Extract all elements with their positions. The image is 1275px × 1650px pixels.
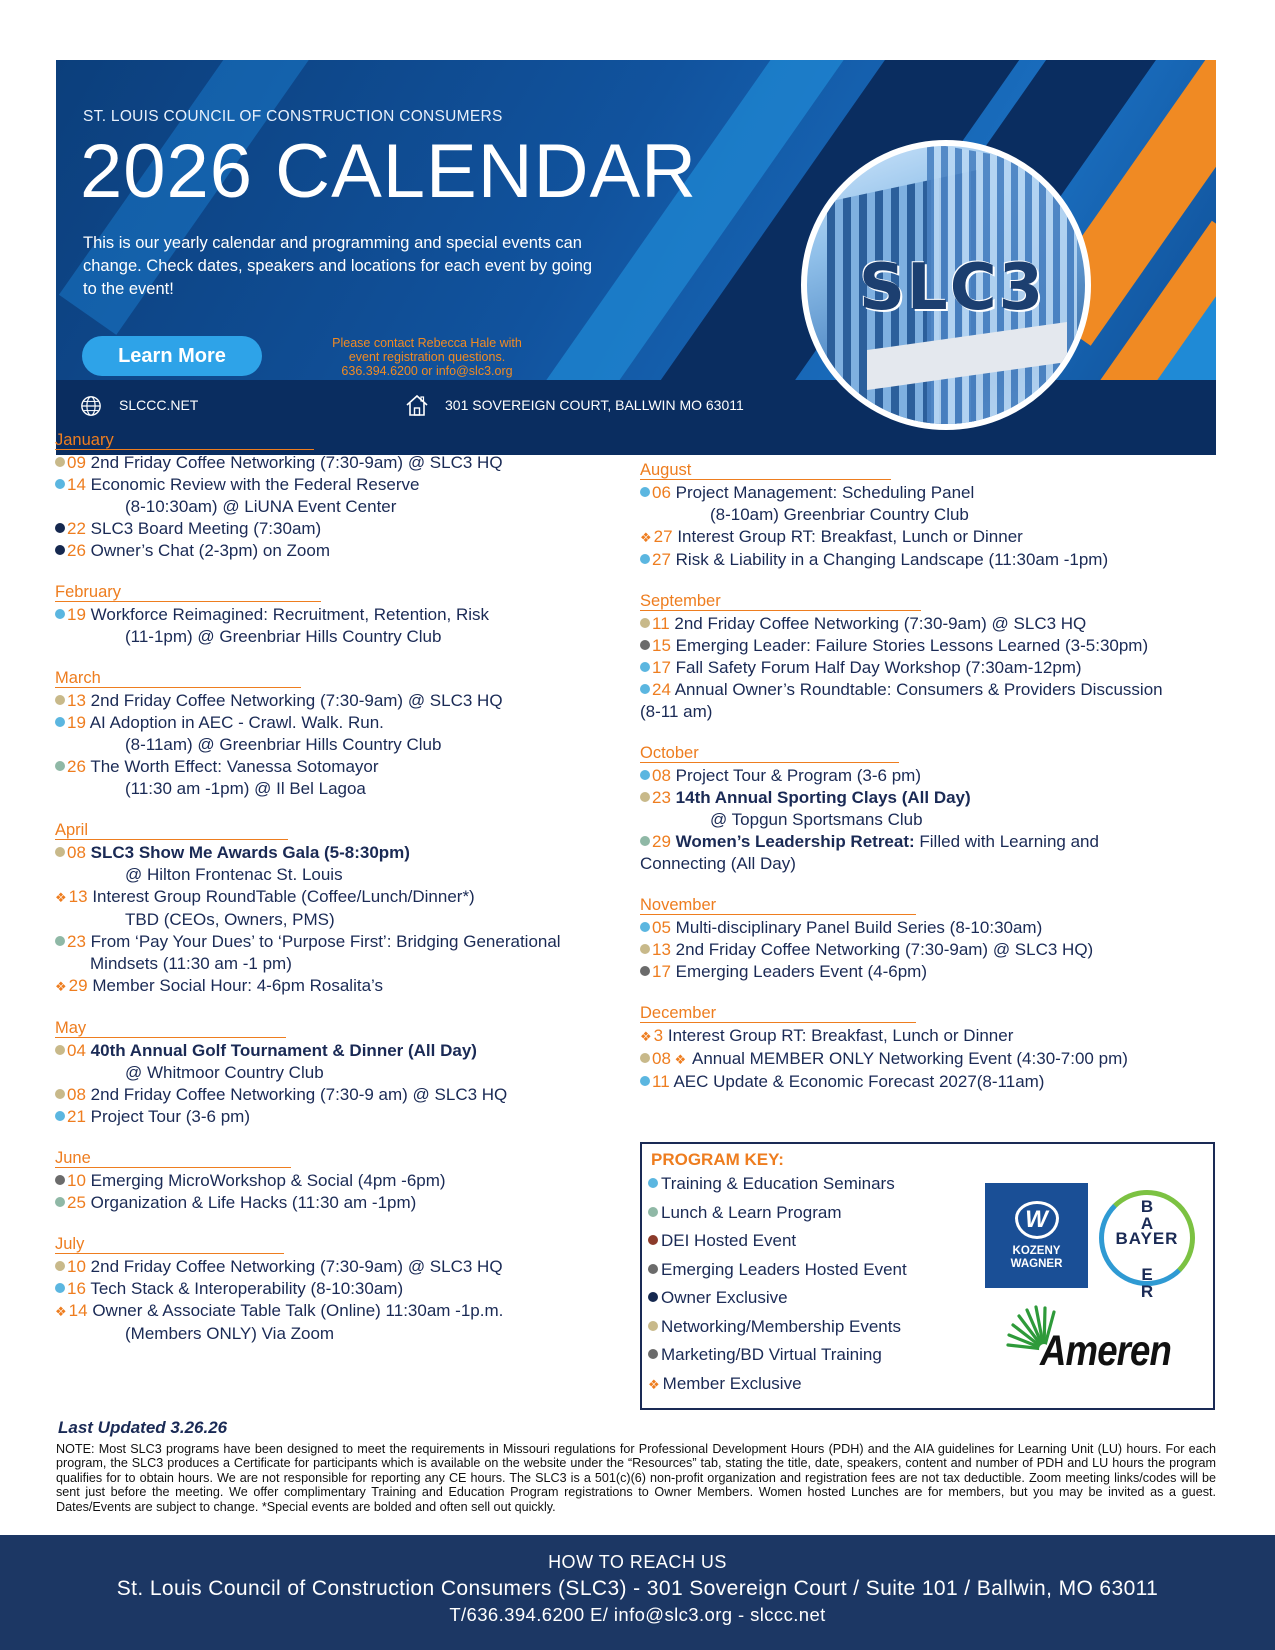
- event-details: (8-10am) Greenbriar Country Club: [710, 505, 969, 524]
- event-date: 11: [652, 614, 670, 633]
- event-title: 2nd Friday Coffee Networking (7:30-9am) @ SLC3 HQ: [90, 1257, 503, 1276]
- event-item: [640, 1025, 1200, 1048]
- month-february: [55, 583, 615, 648]
- contact-line: Please contact Rebecca Hale with: [332, 336, 522, 350]
- member-exclusive-icon: ❖: [55, 890, 67, 905]
- slc3-logo: SLC3: [858, 251, 1046, 325]
- member-exclusive-icon: ❖: [648, 1376, 660, 1392]
- training-dot-icon: [55, 1111, 65, 1121]
- event-date: 10: [67, 1257, 86, 1276]
- event-date: 08: [67, 843, 86, 862]
- program-key-label: Owner Exclusive: [661, 1288, 788, 1307]
- dei-dot-icon: [648, 1235, 658, 1245]
- member-exclusive-icon: ❖: [55, 1304, 67, 1319]
- month-title: May: [55, 1019, 286, 1038]
- event-title: Tech Stack & Interoperability (8-10:30am): [90, 1279, 404, 1298]
- lunch-dot-icon: [640, 836, 650, 846]
- intro-text: This is our yearly calendar and programming and special events can change. Check dates, speakers and locations for each event by going to the event!: [83, 234, 593, 298]
- event-date: 3: [653, 1026, 664, 1045]
- event-date: 27: [652, 550, 671, 569]
- event-item: [640, 1048, 1200, 1071]
- member-exclusive-icon: ❖: [640, 1029, 652, 1044]
- event-date: 08: [652, 766, 671, 785]
- event-title: Owner’s Chat (2-3pm) on Zoom: [90, 541, 331, 560]
- event-title: Workforce Reimagined: Recruitment, Retention, Risk: [90, 605, 490, 624]
- event-item: [640, 613, 1200, 635]
- month-title: December: [640, 1004, 916, 1023]
- event-item: [640, 482, 1200, 526]
- org-name: ST. LOUIS COUNCIL OF CONSTRUCTION CONSUMERS: [83, 108, 503, 125]
- event-item: [55, 604, 615, 648]
- event-date: 21: [67, 1107, 86, 1126]
- emerging-dot-icon: [640, 640, 650, 650]
- emerging-dot-icon: [640, 966, 650, 976]
- event-title: Annual Owner’s Roundtable: Consumers & Providers Discussion: [674, 680, 1163, 699]
- event-item: [55, 842, 615, 886]
- event-item: [55, 540, 615, 562]
- event-item: [640, 657, 1200, 679]
- program-key-item: [648, 1284, 1207, 1313]
- event-date: 26: [67, 541, 86, 560]
- training-dot-icon: [640, 922, 650, 932]
- training-dot-icon: [640, 1076, 650, 1086]
- month-title: March: [55, 669, 301, 688]
- lunch-dot-icon: [55, 761, 65, 771]
- event-title: Fall Safety Forum Half Day Workshop (7:30am-12pm): [675, 658, 1082, 677]
- event-date: 08: [652, 1049, 671, 1068]
- month-title: July: [55, 1235, 284, 1254]
- emerging-dot-icon: [648, 1264, 658, 1274]
- wagner-text: WAGNER: [1010, 1258, 1063, 1270]
- registration-contact: [292, 336, 562, 378]
- training-dot-icon: [640, 684, 650, 694]
- event-details: (8-11 am): [640, 702, 713, 721]
- month-title: September: [640, 592, 921, 611]
- event-item: [55, 975, 615, 998]
- event-item: [55, 756, 615, 800]
- month-march: [55, 669, 615, 800]
- member-exclusive-icon: ❖: [55, 979, 67, 994]
- month-title: August: [640, 461, 891, 480]
- networking-dot-icon: [55, 457, 65, 467]
- event-date: 10: [67, 1171, 86, 1190]
- footer: [0, 1535, 1275, 1650]
- event-title: AI Adoption in AEC - Crawl. Walk. Run.: [89, 713, 384, 732]
- training-dot-icon: [640, 662, 650, 672]
- event-item: [640, 939, 1200, 961]
- learn-more-button[interactable]: Learn More: [82, 336, 262, 376]
- event-item: [55, 1300, 615, 1345]
- event-title: Annual MEMBER ONLY Networking Event (4:30-7:00 pm): [692, 1049, 1128, 1068]
- event-item: [55, 886, 615, 931]
- networking-dot-icon: [55, 1089, 65, 1099]
- event-item: [640, 765, 1200, 787]
- event-date: 08: [67, 1085, 86, 1104]
- event-title: Filled with Learning and: [914, 832, 1099, 851]
- event-date: 22: [67, 519, 86, 538]
- ameren-logo-text: Ameren: [1040, 1327, 1172, 1375]
- bayer-logo: [1099, 1190, 1195, 1301]
- event-title: The Worth Effect: Vanessa Sotomayor: [90, 757, 379, 776]
- event-title-bold: 14th Annual Sporting Clays (All Day): [675, 788, 971, 807]
- event-details: (8-10:30am) @ LiUNA Event Center: [125, 497, 397, 516]
- program-key-label: DEI Hosted Event: [661, 1231, 797, 1250]
- event-item: [55, 712, 615, 756]
- event-item: [55, 518, 615, 540]
- program-key-label: Lunch & Learn Program: [661, 1202, 842, 1222]
- event-title: Multi-disciplinary Panel Build Series (8-10:30am): [675, 918, 1043, 937]
- event-date: 24: [652, 680, 671, 699]
- event-date: 14: [68, 1301, 88, 1320]
- program-key-label: Emerging Leaders Hosted Event: [661, 1259, 907, 1279]
- event-item: [640, 635, 1200, 657]
- event-details: @ Hilton Frontenac St. Louis: [125, 865, 343, 884]
- event-item: [640, 679, 1200, 723]
- month-january: [55, 431, 615, 562]
- event-title: Emerging Leader: Failure Stories Lessons Learned (3-5:30pm): [675, 636, 1149, 655]
- event-date: 29: [652, 832, 671, 851]
- website-link[interactable]: SLCCC.NET: [119, 397, 199, 413]
- networking-dot-icon: [55, 847, 65, 857]
- event-item: [640, 787, 1200, 831]
- event-item: [640, 549, 1200, 571]
- month-april: [55, 821, 615, 998]
- address-text: 301 SOVEREIGN COURT, BALLWIN MO 63011: [445, 397, 744, 413]
- event-date: 17: [652, 962, 671, 981]
- header-banner: [56, 60, 1216, 455]
- event-details: @ Topgun Sportsmans Club: [710, 810, 923, 829]
- bayer-vertical-text: B A E R: [1140, 1197, 1154, 1301]
- event-date: 15: [652, 636, 671, 655]
- event-item: [55, 1256, 615, 1278]
- page-title: 2026 CALENDAR: [80, 129, 698, 214]
- event-title: AEC Update & Economic Forecast 2027(8-11am): [673, 1072, 1045, 1091]
- house-icon: [404, 392, 430, 418]
- calendar-right-column: [640, 461, 1200, 1114]
- training-dot-icon: [55, 609, 65, 619]
- training-dot-icon: [640, 487, 650, 497]
- training-dot-icon: [55, 479, 65, 489]
- month-december: [640, 1004, 1200, 1093]
- event-date: 23: [67, 932, 86, 951]
- training-dot-icon: [55, 717, 65, 727]
- event-date: 06: [652, 483, 671, 502]
- owner-dot-icon: [55, 523, 65, 533]
- month-title: April: [55, 821, 288, 840]
- event-title: 2nd Friday Coffee Networking (7:30-9am) @ SLC3 HQ: [674, 614, 1087, 633]
- event-title: Project Tour & Program (3-6 pm): [675, 766, 921, 785]
- event-title: Risk & Liability in a Changing Landscape (11:30am -1pm): [675, 550, 1109, 569]
- event-date: 14: [67, 475, 86, 494]
- networking-dot-icon: [55, 1261, 65, 1271]
- event-item: [640, 961, 1200, 983]
- networking-dot-icon: [55, 695, 65, 705]
- networking-dot-icon: [640, 618, 650, 628]
- event-title: Organization & Life Hacks (11:30 am -1pm): [90, 1193, 417, 1212]
- event-item: [55, 452, 615, 474]
- month-title: October: [640, 744, 899, 763]
- month-october: [640, 744, 1200, 875]
- networking-dot-icon: [55, 1045, 65, 1055]
- event-item: [55, 1106, 615, 1128]
- event-date: 11: [652, 1072, 670, 1091]
- event-title: From ‘Pay Your Dues’ to ‘Purpose First’: Bridging Generational: [90, 932, 561, 951]
- event-title: SLC3 Board Meeting (7:30am): [90, 519, 322, 538]
- event-date: 27: [653, 527, 673, 546]
- event-item: [55, 690, 615, 712]
- event-details: @ Whitmoor Country Club: [125, 1063, 324, 1082]
- event-details: Mindsets (11:30 am -1 pm): [90, 954, 292, 973]
- training-dot-icon: [55, 1283, 65, 1293]
- event-details: (8-11am) @ Greenbriar Hills Country Club: [125, 735, 442, 754]
- event-date: 25: [67, 1193, 86, 1212]
- event-item: [55, 1084, 615, 1106]
- globe-icon: [80, 395, 102, 417]
- event-item: [55, 1170, 615, 1192]
- training-dot-icon: [648, 1178, 658, 1188]
- footer-address: St. Louis Council of Construction Consumers (SLC3) - 301 Sovereign Court / Suite 101 / Ballwin, MO 63011: [116, 1577, 1159, 1600]
- event-title: Emerging MicroWorkshop & Social (4pm -6pm): [90, 1171, 446, 1190]
- kw-mark-icon: W: [1015, 1201, 1059, 1239]
- event-date: 13: [67, 691, 86, 710]
- event-item: [640, 526, 1200, 549]
- month-title: June: [55, 1149, 291, 1168]
- event-title: 2nd Friday Coffee Networking (7:30-9am) @ SLC3 HQ): [675, 940, 1094, 959]
- program-key-label: Marketing/BD Virtual Training: [661, 1345, 882, 1364]
- event-date: 16: [67, 1279, 86, 1298]
- event-title: Interest Group RT: Breakfast, Lunch or Dinner: [677, 527, 1023, 546]
- networking-dot-icon: [648, 1321, 658, 1331]
- month-may: [55, 1019, 615, 1128]
- month-september: [640, 592, 1200, 723]
- event-title: Economic Review with the Federal Reserve: [90, 475, 420, 494]
- training-dot-icon: [640, 554, 650, 564]
- program-key-item: [648, 1170, 1207, 1199]
- contact-line[interactable]: 636.394.6200 or info@slc3.org: [341, 364, 513, 378]
- networking-dot-icon: [640, 944, 650, 954]
- member-exclusive-icon: ❖: [640, 530, 652, 545]
- event-item: [55, 1192, 615, 1214]
- footer-heading: HOW TO REACH US: [548, 1552, 727, 1572]
- event-details: Connecting (All Day): [640, 854, 796, 873]
- event-item: [55, 1278, 615, 1300]
- month-november: [640, 896, 1200, 983]
- event-title: 2nd Friday Coffee Networking (7:30-9 am) @ SLC3 HQ: [90, 1085, 508, 1104]
- program-key-label: Member Exclusive: [662, 1373, 802, 1393]
- event-title: Interest Group RoundTable (Coffee/Lunch/Dinner*): [92, 887, 475, 906]
- event-title: Member Social Hour: 4-6pm Rosalita’s: [92, 976, 383, 995]
- event-details: TBD (CEOs, Owners, PMS): [125, 910, 335, 929]
- event-date: 26: [67, 757, 86, 776]
- event-date: 09: [67, 453, 86, 472]
- owner-dot-icon: [55, 545, 65, 555]
- bayer-text: BAYER: [1115, 1229, 1179, 1248]
- networking-dot-icon: [640, 1053, 650, 1063]
- calendar-left-column: [55, 431, 615, 1366]
- event-title: 2nd Friday Coffee Networking (7:30-9am) @ SLC3 HQ: [90, 691, 503, 710]
- kozeny-text: KOZENY: [1012, 1245, 1061, 1257]
- event-date: 04: [67, 1041, 86, 1060]
- event-date: 17: [652, 658, 671, 677]
- event-item: [55, 474, 615, 518]
- emerging-dot-icon: [55, 1175, 65, 1185]
- contact-line: event registration questions.: [348, 350, 506, 364]
- month-title: November: [640, 896, 916, 915]
- event-title: Project Management: Scheduling Panel: [675, 483, 975, 502]
- member-exclusive-icon: ❖: [670, 1052, 687, 1067]
- building-photo: [801, 140, 1091, 430]
- emerging-dot-icon: [648, 1349, 658, 1359]
- event-date: 19: [67, 605, 86, 624]
- kozeny-wagner-logo: [985, 1183, 1088, 1288]
- lunch-dot-icon: [55, 936, 65, 946]
- event-details: (Members ONLY) Via Zoom: [125, 1324, 335, 1343]
- event-title: Interest Group RT: Breakfast, Lunch or Dinner: [667, 1026, 1014, 1045]
- event-title-bold: Women’s Leadership Retreat:: [675, 832, 915, 851]
- event-title: Project Tour (3-6 pm): [90, 1107, 251, 1126]
- last-updated: Last Updated 3.26.26: [58, 1418, 228, 1437]
- event-title: Owner & Associate Table Talk (Online) 11:30am -1p.m.: [92, 1301, 504, 1320]
- event-date: 29: [68, 976, 88, 995]
- event-date: 23: [652, 788, 671, 807]
- event-date: 13: [652, 940, 671, 959]
- event-title: 2nd Friday Coffee Networking (7:30-9am) @ SLC3 HQ: [90, 453, 503, 472]
- footer-contact[interactable]: T/636.394.6200 E/ info@slc3.org - slccc.net: [449, 1604, 826, 1625]
- program-key-label: Networking/Membership Events: [661, 1316, 901, 1336]
- month-august: [640, 461, 1200, 571]
- event-item: [55, 931, 615, 975]
- program-key-title: PROGRAM KEY:: [651, 1150, 784, 1169]
- training-dot-icon: [640, 770, 650, 780]
- owner-dot-icon: [648, 1292, 658, 1302]
- event-item: [640, 917, 1200, 939]
- event-details: (11:30 am -1pm) @ Il Bel Lagoa: [125, 779, 366, 798]
- month-title: January: [55, 431, 314, 450]
- month-title: February: [55, 583, 321, 602]
- note-paragraph: NOTE: Most SLC3 programs have been designed to meet the requirements in Missouri regulations for Professional Development Hours (PDH) and the AIA guidelines for Learning Unit (LU) hours. For each program, the SLC3 produces a Certificate for participants which is available on the website under the “Resources” tab, stating the title, date, speakers, content and number of PDH and LU hours the program qualifies for to obtain hours. We are not responsible for reporting any CE hours. The SLC3 is a 501(c)(6) non-profit organization and registration fees are not tax deductible. Zoom meeting links/codes will be sent just before the meeting. We offer complimentary Training and Education Program registrations to Owner Members. Women hosted Lunches are for members, but you may be invited as a guest. Dates/Events are subject to change. *Special events are bolded and often sell out quickly.: [56, 1442, 1216, 1514]
- lunch-dot-icon: [55, 1197, 65, 1207]
- event-date: 13: [68, 887, 88, 906]
- event-date: 19: [67, 713, 86, 732]
- lunch-dot-icon: [648, 1207, 658, 1217]
- event-title: Emerging Leaders Event (4-6pm): [675, 962, 927, 981]
- event-date: 05: [652, 918, 671, 937]
- month-july: [55, 1235, 615, 1345]
- event-item: [55, 1040, 615, 1084]
- event-details: (11-1pm) @ Greenbriar Hills Country Club: [125, 627, 442, 646]
- event-title-bold: SLC3 Show Me Awards Gala (5-8:30pm): [90, 843, 410, 862]
- month-june: [55, 1149, 615, 1214]
- event-title-bold: 40th Annual Golf Tournament & Dinner (All Day): [90, 1041, 477, 1060]
- event-item: [640, 1071, 1200, 1093]
- networking-dot-icon: [640, 792, 650, 802]
- event-item: [640, 831, 1200, 875]
- program-key-label: Training & Education Seminars: [661, 1174, 895, 1193]
